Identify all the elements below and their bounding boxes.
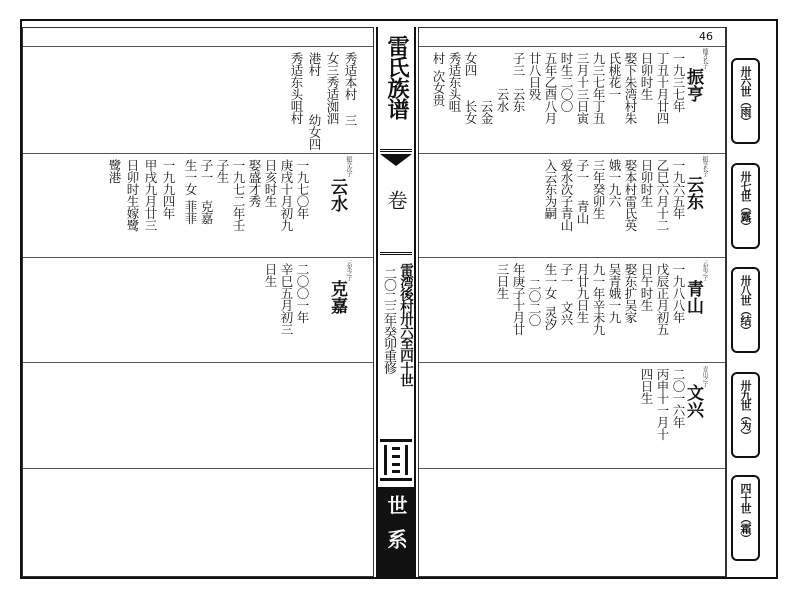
fish-tail-ornament-top [380, 154, 412, 168]
lattice-ornament [380, 439, 412, 481]
entry-text-column: 云水 [495, 88, 510, 112]
entry-text-column: 子一 [199, 159, 214, 183]
entry-text-column: 二〇一六年 [671, 368, 686, 428]
person-name: 振亨 [683, 68, 703, 102]
spine [376, 27, 416, 577]
row-divider [419, 153, 725, 154]
entry-text-column: 娶下朱湾村朱 [623, 52, 638, 124]
entry-text-column: 戊辰正月初五 [655, 263, 670, 335]
volume-ornament [380, 149, 412, 255]
revision-note: 二〇二三年癸卯重修 [381, 267, 396, 374]
relation-note: 云东之子 [701, 260, 708, 280]
entry-text-column: 氏桃花一 [607, 52, 622, 100]
entry-text-column: 九一年辛未九 [591, 263, 606, 335]
entry-text-column: 九三七年丁丑 [591, 52, 606, 124]
entry-text-column: 日午时生 [639, 263, 654, 311]
row-divider [23, 153, 373, 154]
relation-note: 振亨长子 [701, 156, 708, 176]
page-number: 46 [699, 30, 713, 43]
section-label: 世系 [384, 495, 408, 563]
entry-text-column: 秀适东头咀 [447, 52, 462, 112]
left-page [22, 27, 374, 577]
row-divider [419, 468, 725, 469]
entry-text-column: 青山 [575, 200, 590, 224]
entry-text-column: 港村 [307, 52, 322, 76]
entry-text-column: 子一 [559, 263, 574, 287]
entry-text-column: 月廿九日生 [575, 263, 590, 323]
entry-text-column: 菲菲 [183, 200, 198, 224]
left-page-header-rule [23, 46, 373, 47]
entry-text-column: 乙巳六月十二 [655, 159, 670, 231]
entry-text-column: 二〇二〇 [527, 278, 542, 326]
row-divider [419, 362, 725, 363]
entry-text-column: 日亥时生 [263, 159, 278, 207]
relation-note: 德才长子 [701, 48, 708, 68]
entry-text-column: 吴青娥一九 [607, 263, 622, 323]
entry-text-column: 丙申十一月十 [655, 368, 670, 440]
person-name: 文兴 [683, 384, 703, 418]
entry-text-column: 子三 [511, 52, 526, 76]
entry-text-column: 鹭港 [107, 159, 122, 183]
right-page-header-rule [419, 46, 725, 47]
entry-text-column: 文兴 [559, 301, 574, 325]
entry-text-column: 云金 [479, 100, 494, 124]
entry-text-column: 次女贵 [431, 70, 446, 106]
rail-rule [726, 27, 727, 577]
entry-text-column: 五年乙酉八月 [543, 52, 558, 124]
entry-text-column: 三 [343, 114, 358, 126]
right-page [418, 27, 726, 577]
entry-text-column: 年庚子十月廿 [511, 263, 526, 335]
entry-text-column: 一九八八年 [671, 263, 686, 323]
entry-text-column: 娥一九六 [607, 159, 622, 207]
entry-text-column: 生一女 [543, 263, 558, 299]
entry-text-column: 入云东为嗣 [543, 159, 558, 219]
entry-text-column: 爱水次子青山 [559, 159, 574, 231]
generation-tab-36[interactable]: 卅六世（雨） [731, 58, 760, 144]
entry-text-column: 女四 [463, 52, 478, 76]
entry-text-column: 一九六五年 [671, 159, 686, 219]
entry-text-column: 廿八日殁 [527, 52, 542, 100]
row-divider [23, 362, 373, 363]
entry-text-column: 三日生 [495, 263, 510, 299]
row-divider [23, 257, 373, 258]
entry-text-column: 日卯时生 [639, 159, 654, 207]
entry-text-column: 日卯时生嫁鹭 [125, 159, 140, 231]
relation-note: 振亨次子 [345, 156, 352, 176]
person-name: 青山 [683, 280, 703, 314]
entry-text-column: 一九七〇年 [295, 159, 310, 219]
entry-text-column: 三年癸卯生 [591, 159, 606, 219]
generation-tab-40[interactable]: 四十世（霜） [731, 475, 760, 561]
entry-text-column: 秀适东头咀村 [289, 52, 304, 124]
book-subtitle: 雷湾後村卅六至四十世 [397, 263, 413, 387]
book-title: 雷氏族谱 [384, 35, 409, 119]
entry-text-column: 生一女 [183, 159, 198, 195]
entry-text-column: 长女 [463, 100, 478, 124]
entry-text-column: 娶盛才秀 [247, 159, 262, 207]
person-name: 克嘉 [327, 280, 347, 314]
entry-text-column: 四日生 [639, 368, 654, 404]
relation-note: 青山之子 [701, 366, 708, 386]
row-divider [419, 257, 725, 258]
entry-text-column: 女三秀适洳泗 [325, 52, 340, 124]
person-name: 云水 [327, 178, 347, 212]
entry-text-column: 一九三七年 [671, 52, 686, 112]
entry-text-column: 二〇〇一年 [295, 263, 310, 323]
generation-tab-38[interactable]: 卅八世（结） [731, 267, 760, 353]
entry-text-column: 娶本村雷氏英 [623, 159, 638, 231]
entry-text-column: 村 [431, 52, 446, 64]
entry-text-column: 子一 [575, 159, 590, 183]
generation-tab-39[interactable]: 卅九世（为） [731, 372, 760, 458]
entry-text-column: 秀适本村 [343, 52, 358, 100]
entry-text-column: 日卯时生 [639, 52, 654, 100]
entry-text-column: 子生 [215, 159, 230, 183]
entry-text-column: 日生 [263, 263, 278, 287]
entry-text-column: 克嘉 [199, 200, 214, 224]
relation-note: 云水之子 [345, 260, 352, 280]
entry-text-column: 庚戌十月初九 [279, 159, 294, 231]
entry-text-column: 甲戌九月廿三 [143, 159, 158, 231]
row-divider [23, 468, 373, 469]
generation-tab-37[interactable]: 卅七世（露） [731, 163, 760, 249]
volume-label: 卷 [384, 190, 408, 210]
entry-text-column: 一九七二年壬 [231, 159, 246, 231]
entry-text-column: 幼女四 [307, 114, 322, 150]
entry-text-column: 辛巳五月初三 [279, 263, 294, 335]
entry-text-column: 灵汐 [543, 306, 558, 330]
entry-text-column: 丁丑十月廿四 [655, 52, 670, 124]
section-block [378, 487, 414, 577]
entry-text-column: 娶东扩吴家 [623, 263, 638, 323]
person-name: 云东 [683, 176, 703, 210]
entry-text-column: 时生二〇〇 [559, 52, 574, 112]
entry-text-column: 云东 [511, 88, 526, 112]
entry-text-column: 一九九四年 [161, 159, 176, 219]
entry-text-column: 三月十三日寅 [575, 52, 590, 124]
